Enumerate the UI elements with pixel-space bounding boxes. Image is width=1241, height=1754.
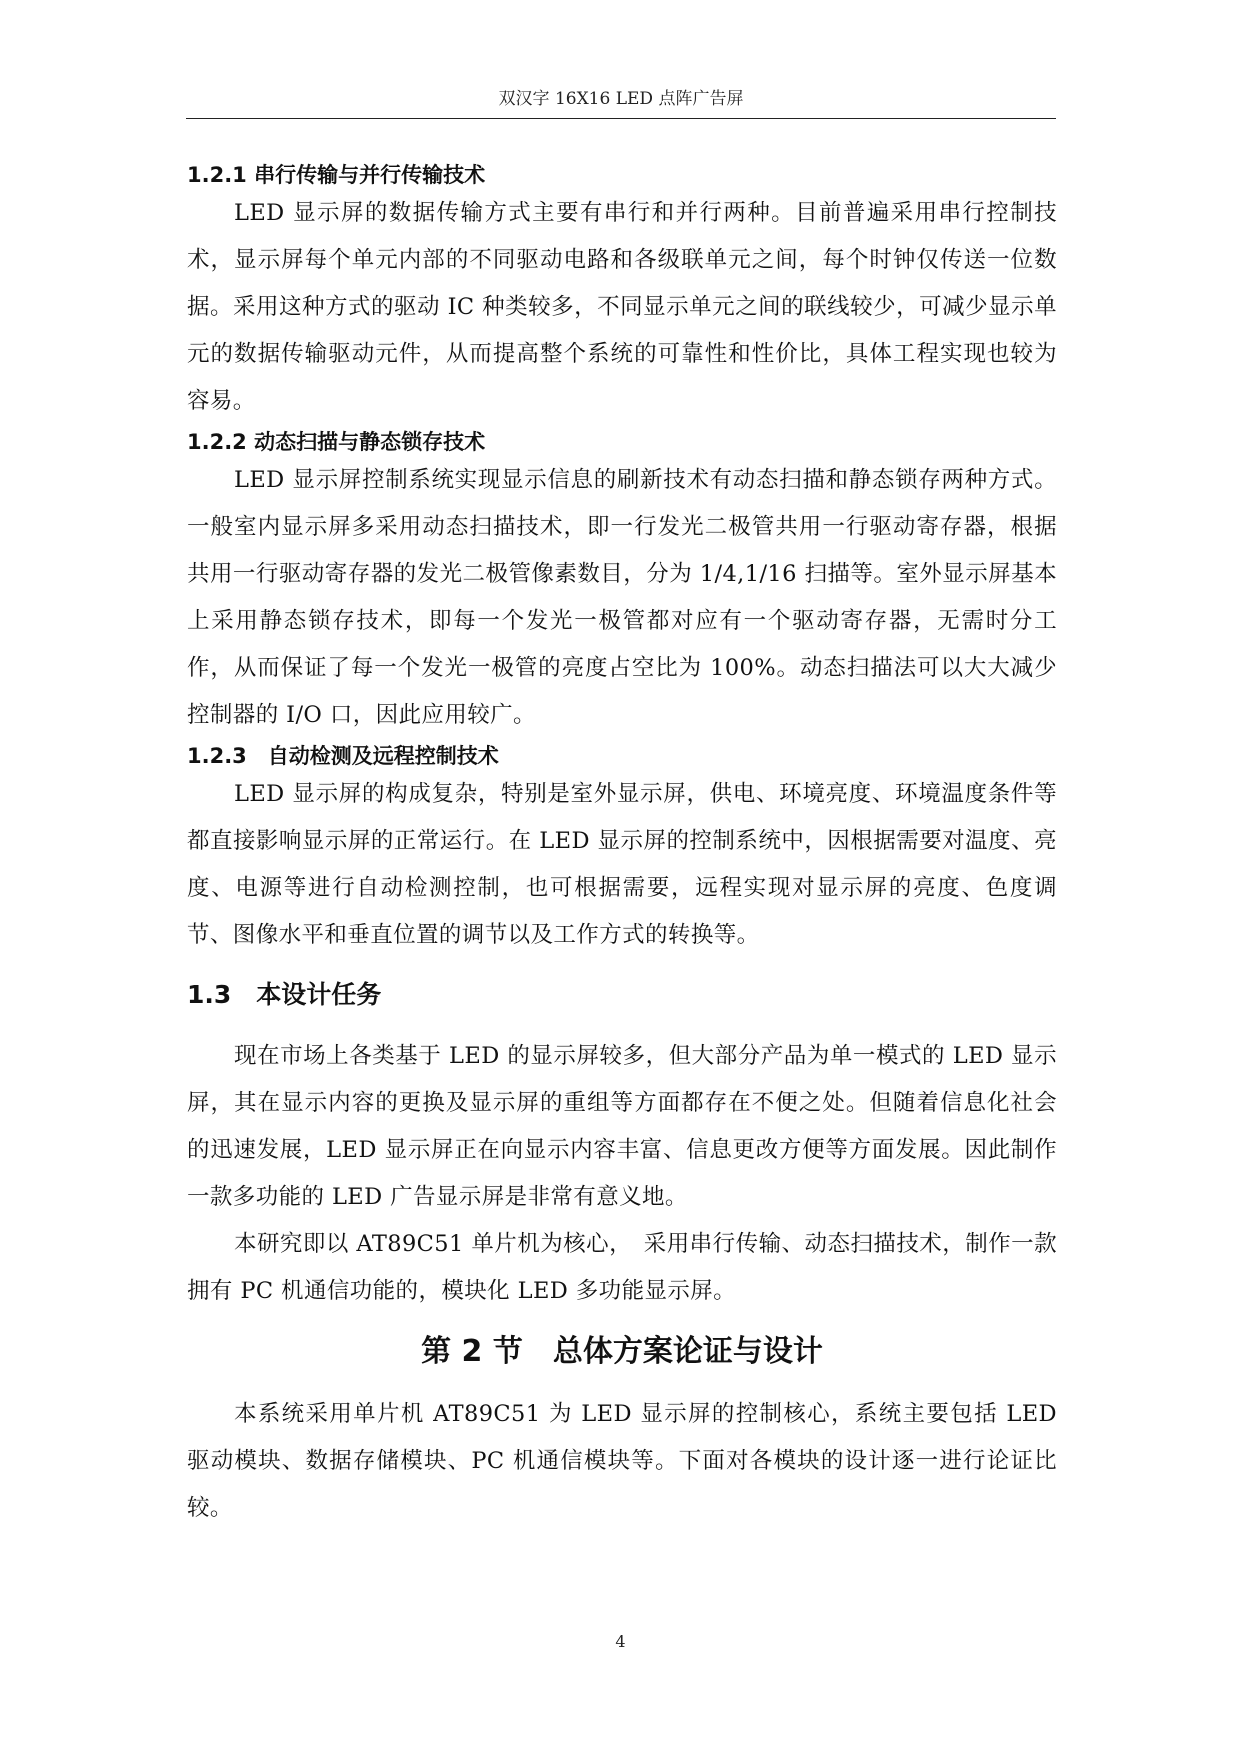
page-number: 4	[615, 1632, 626, 1651]
page-header	[186, 86, 1056, 119]
document-body	[187, 160, 1057, 1532]
paragraph-1-3-a: 现在市场上各类基于 LED 的显示屏较多，但大部分产品为单一模式的 LED 显示屏，其在显示内容的更换及显示屏的重组等方面都存在不便之处。但随着信息化社会的迅速发展，LED 显示屏正在向显示内容丰富、信息更改方便等方面发展。因此制作一款多功能的 LED 广告显示屏是非常有意义地。	[187, 1043, 1057, 1210]
paragraph-chapter-2: 本系统采用单片机 AT89C51 为 LED 显示屏的控制核心，系统主要包括 LED 驱动模块、数据存储模块、PC 机通信模块等。下面对各模块的设计逐一进行论证比较。	[187, 1401, 1057, 1521]
heading-1-2-2: 1.2.2 动态扫描与静态锁存技术	[187, 430, 486, 454]
paragraph-1-2-1: LED 显示屏的数据传输方式主要有串行和并行两种。目前普遍采用串行控制技术，显示屏每个单元内部的不同驱动电路和各级联单元之间，每个时钟仅传送一位数据。采用这种方式的驱动 IC 种类较多，不同显示单元之间的联线较少，可减少显示单元的数据传输驱动元件，从而提高整个系统的可靠性和性价比，具体工程实现也较为容易。	[187, 200, 1057, 414]
paragraph-1-3-b: 本研究即以 AT89C51 单片机为核心， 采用串行传输、动态扫描技术，制作一款拥有 PC 机通信功能的，模块化 LED 多功能显示屏。	[187, 1231, 1057, 1304]
heading-1-3: 1.3 本设计任务	[187, 980, 382, 1009]
paragraph-1-2-3: LED 显示屏的构成复杂，特别是室外显示屏，供电、环境亮度、环境温度条件等都直接影响显示屏的正常运行。在 LED 显示屏的控制系统中，因根据需要对温度、亮度、电源等进行自动检测控制，也可根据需要，远程实现对显示屏的亮度、色度调节、图像水平和垂直位置的调节以及工作方式的转换等。	[187, 781, 1057, 948]
header-title: 双汉字 16X16 LED 点阵广告屏	[498, 89, 744, 109]
heading-1-2-1: 1.2.1 串行传输与并行传输技术	[187, 163, 486, 187]
chapter-2-title: 第 2 节 总体方案论证与设计	[421, 1334, 823, 1369]
paragraph-1-2-2: LED 显示屏控制系统实现显示信息的刷新技术有动态扫描和静态锁存两种方式。一般室内显示屏多采用动态扫描技术，即一行发光二极管共用一行驱动寄存器，根据共用一行驱动寄存器的发光二极管像素数目，分为 1/4,1/16 扫描等。室外显示屏基本上采用静态锁存技术，即每一个发光一极管都对应有一个驱动寄存器，无需时分工作，从而保证了每一个发光一极管的亮度占空比为 100%。动态扫描法可以大大减少控制器的 I/O 口，因此应用较广。	[187, 467, 1057, 728]
heading-1-2-3: 1.2.3 自动检测及远程控制技术	[187, 744, 499, 768]
